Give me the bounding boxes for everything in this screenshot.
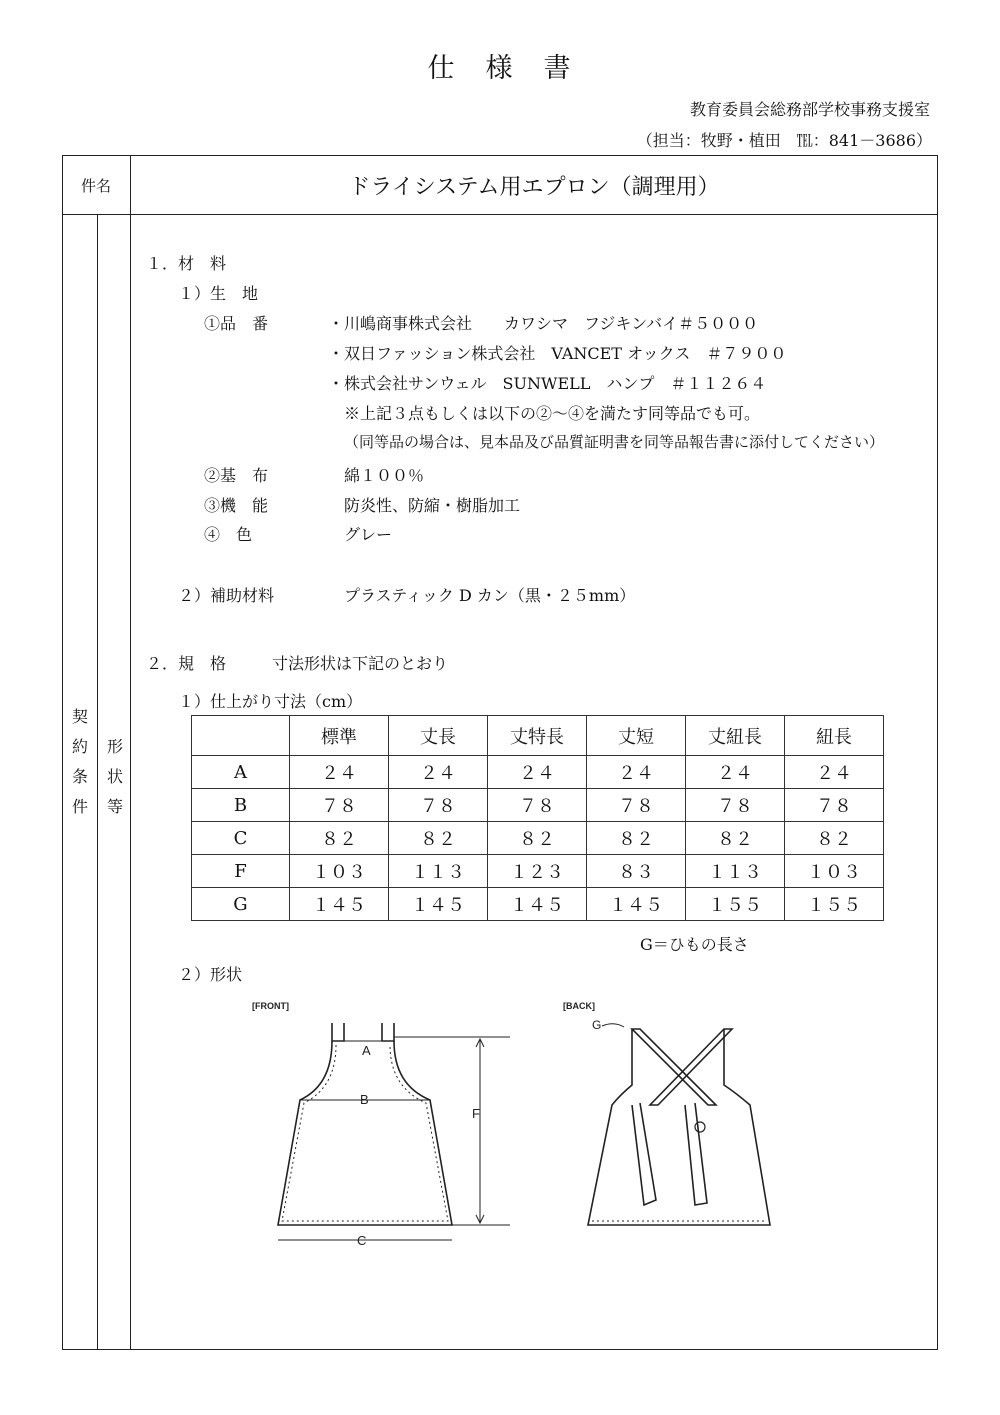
table-cell: ２４ bbox=[785, 756, 884, 789]
table-cell: ７８ bbox=[290, 789, 389, 822]
table-cell: ７８ bbox=[785, 789, 884, 822]
back-strap-right bbox=[650, 1029, 732, 1105]
table-header-cell: 丈短 bbox=[587, 716, 686, 756]
contract-conditions-label: 契 約 条 件 bbox=[71, 707, 88, 816]
front-body-outline bbox=[278, 1041, 452, 1225]
color-label: ④ 色 bbox=[204, 525, 253, 544]
fabric-heading: １）生 地 bbox=[178, 284, 259, 303]
dim-g-arrow bbox=[602, 1024, 624, 1027]
table-cell: ２４ bbox=[389, 756, 488, 789]
table-cell: ８２ bbox=[785, 822, 884, 855]
item-no-label: ①品 番 bbox=[204, 314, 269, 333]
subject-row-divider bbox=[62, 214, 938, 215]
contact-info: （担当：牧野・植田 ℡：841－3686） bbox=[636, 131, 932, 150]
subject-value: ドライシステム用エプロン（調理用） bbox=[348, 175, 720, 200]
table-cell: C bbox=[192, 822, 290, 855]
table-cell: ７８ bbox=[587, 789, 686, 822]
section-standard-note: 寸法形状は下記のとおり bbox=[272, 654, 449, 673]
table-cell: １２３ bbox=[488, 855, 587, 888]
table-header-cell: 丈長 bbox=[389, 716, 488, 756]
table-cell: ７８ bbox=[488, 789, 587, 822]
equivalent-note: ※上記３点もしくは以下の②～④を満たす同等品でも可。 bbox=[344, 404, 761, 423]
table-row bbox=[192, 855, 884, 888]
table-cell: F bbox=[192, 855, 290, 888]
shape-etc-label: 形 状 等 bbox=[106, 737, 123, 816]
dim-g-label: G bbox=[592, 1018, 602, 1032]
back-tie-left bbox=[632, 1103, 656, 1205]
equivalent-report-note: （同等品の場合は、見本品及び品質証明書を同等品報告書に添付してください） bbox=[344, 433, 885, 451]
table-cell: ７８ bbox=[389, 789, 488, 822]
table-header-cell: 標準 bbox=[290, 716, 389, 756]
base-fabric-label: ②基 布 bbox=[204, 466, 269, 485]
table-cell: ２４ bbox=[587, 756, 686, 789]
table-cell: ８３ bbox=[587, 855, 686, 888]
office-name: 教育委員会総務部学校事務支援室 bbox=[689, 100, 930, 119]
table-header-row bbox=[192, 716, 884, 756]
back-body-outline bbox=[588, 1029, 770, 1225]
product-1: ・川嶋商事株式会社 カワシマ フジキンバイ＃５０００ bbox=[328, 314, 759, 333]
table-cell: １０３ bbox=[785, 855, 884, 888]
apron-diagram bbox=[240, 995, 780, 1255]
g-length-note: G＝ひもの長さ bbox=[640, 935, 749, 954]
front-label: [FRONT] bbox=[252, 1001, 289, 1011]
d-ring-icon bbox=[695, 1122, 705, 1132]
table-row bbox=[192, 756, 884, 789]
aux-material-label: ２）補助材料 bbox=[178, 586, 275, 605]
dim-f-label: F bbox=[472, 1106, 480, 1121]
table-row bbox=[192, 822, 884, 855]
table-cell: １５５ bbox=[686, 888, 785, 921]
finished-size-heading: １）仕上がり寸法（cm） bbox=[178, 692, 363, 711]
table-cell: １４５ bbox=[587, 888, 686, 921]
section-materials-heading: １．材 料 bbox=[146, 254, 227, 273]
table-cell: G bbox=[192, 888, 290, 921]
size-table bbox=[191, 715, 884, 921]
table-cell: ８２ bbox=[488, 822, 587, 855]
inner-label-divider bbox=[97, 214, 98, 1350]
table-cell: ８２ bbox=[587, 822, 686, 855]
section-standard-heading: ２．規 格 bbox=[146, 654, 227, 673]
dim-c-label: C bbox=[357, 1233, 367, 1248]
table-cell: １１３ bbox=[389, 855, 488, 888]
table-cell: １４５ bbox=[488, 888, 587, 921]
table-header-cell bbox=[192, 716, 290, 756]
label-column-divider bbox=[130, 155, 131, 1350]
aux-material-value: プラスティック D カン（黒・２５mm） bbox=[344, 586, 636, 605]
subject-label: 件名 bbox=[80, 177, 111, 195]
table-cell: １１３ bbox=[686, 855, 785, 888]
table-cell: １０３ bbox=[290, 855, 389, 888]
back-strap-left bbox=[632, 1029, 716, 1105]
function-value: 防炎性、防縮・樹脂加工 bbox=[344, 496, 521, 515]
dim-a-label: A bbox=[362, 1043, 371, 1058]
table-cell: ８２ bbox=[686, 822, 785, 855]
product-3: ・株式会社サンウェル SUNWELL ハンプ ＃１１２６４ bbox=[328, 374, 767, 393]
table-cell: ２４ bbox=[488, 756, 587, 789]
dim-b-label: B bbox=[360, 1092, 369, 1107]
page-title: 仕 様 書 bbox=[427, 53, 573, 84]
function-label: ③機 能 bbox=[204, 496, 269, 515]
shape-heading: ２）形状 bbox=[178, 965, 243, 984]
table-row bbox=[192, 888, 884, 921]
back-tie-right bbox=[685, 1103, 707, 1205]
table-cell: １４５ bbox=[290, 888, 389, 921]
table-cell: １４５ bbox=[389, 888, 488, 921]
table-cell: ７８ bbox=[686, 789, 785, 822]
table-cell: A bbox=[192, 756, 290, 789]
back-label: [BACK] bbox=[563, 1001, 595, 1011]
table-cell: B bbox=[192, 789, 290, 822]
table-cell: ８２ bbox=[290, 822, 389, 855]
table-header-cell: 丈紐長 bbox=[686, 716, 785, 756]
base-fabric-value: 綿１００％ bbox=[344, 466, 425, 485]
color-value: グレー bbox=[344, 525, 393, 544]
table-cell: １５５ bbox=[785, 888, 884, 921]
table-cell: ８２ bbox=[389, 822, 488, 855]
front-strap-outline bbox=[332, 1023, 394, 1041]
table-row bbox=[192, 789, 884, 822]
front-stitch-line bbox=[282, 1045, 448, 1221]
table-header-cell: 紐長 bbox=[785, 716, 884, 756]
table-cell: ２４ bbox=[290, 756, 389, 789]
table-cell: ２４ bbox=[686, 756, 785, 789]
product-2: ・双日ファッション株式会社 VANCET オックス ＃７９００ bbox=[328, 344, 787, 363]
table-header-cell: 丈特長 bbox=[488, 716, 587, 756]
